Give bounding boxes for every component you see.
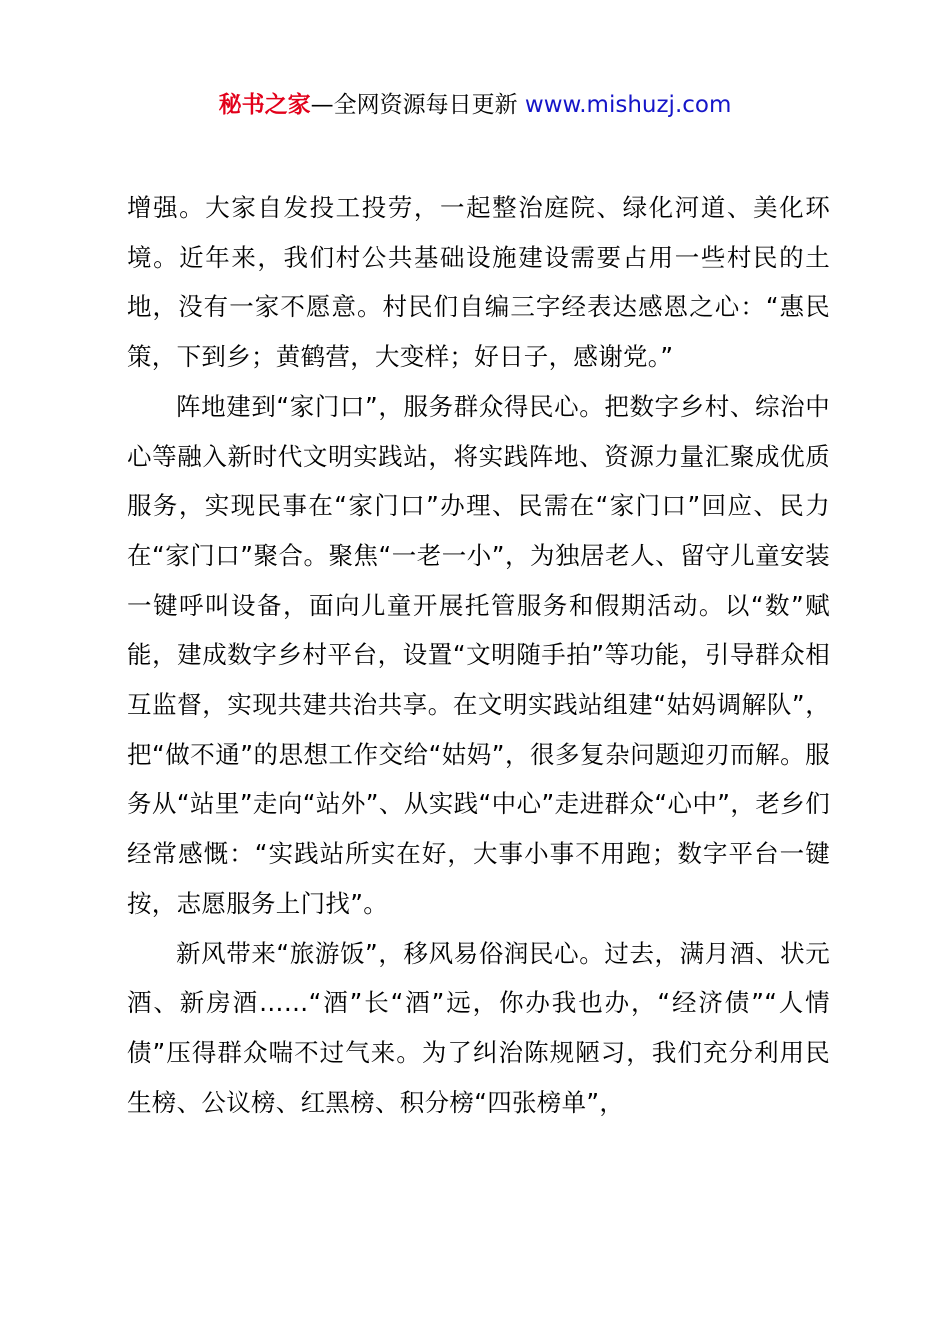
header-url-link[interactable]: www.mishuzj.com	[524, 92, 732, 118]
paragraph-1: 增强。大家自发投工投劳，一起整治庭院、绿化河道、美化环境。近年来，我们村公共基础设施建设需要占用一些村民的土地，没有一家不愿意。村民们自编三字经表达感恩之心：“惠民策，下到乡；黄鹤营，大变样；好日子，感谢党。”	[127, 193, 830, 372]
page-header	[0, 88, 950, 122]
paragraph-3: 新风带来“旅游饭”，移风易俗润民心。过去，满月酒、状元酒、新房酒……“酒”长“酒”远，你办我也办，“经济债”“人情债”压得群众喘不过气来。为了纠治陈规陋习，我们充分利用民生榜、公议榜、红黑榜、积分榜“四张榜单”，	[127, 938, 830, 1117]
document-body	[127, 183, 830, 1127]
paragraph-2: 阵地建到“家门口”，服务群众得民心。把数字乡村、综治中心等融入新时代文明实践站，将实践阵地、资源力量汇聚成优质服务，实现民事在“家门口”办理、民需在“家门口”回应、民力在“家门口”聚合。聚焦“一老一小”，为独居老人、留守儿童安装一键呼叫设备，面向儿童开展托管服务和假期活动。以“数”赋能，建成数字乡村平台，设置“文明随手拍”等功能，引导群众相互监督，实现共建共治共享。在文明实践站组建“姑妈调解队”，把“做不通”的思想工作交给“姑妈”，很多复杂问题迎刃而解。服务从“站里”走向“站外”、从实践“中心”走进群众“心中”，老乡们经常感慨：“实践站所实在好，大事小事不用跑；数字平台一键按，志愿服务上门找”。	[127, 391, 830, 918]
header-brand: 秘书之家	[218, 92, 311, 118]
header-tagline: —全网资源每日更新	[310, 92, 518, 118]
